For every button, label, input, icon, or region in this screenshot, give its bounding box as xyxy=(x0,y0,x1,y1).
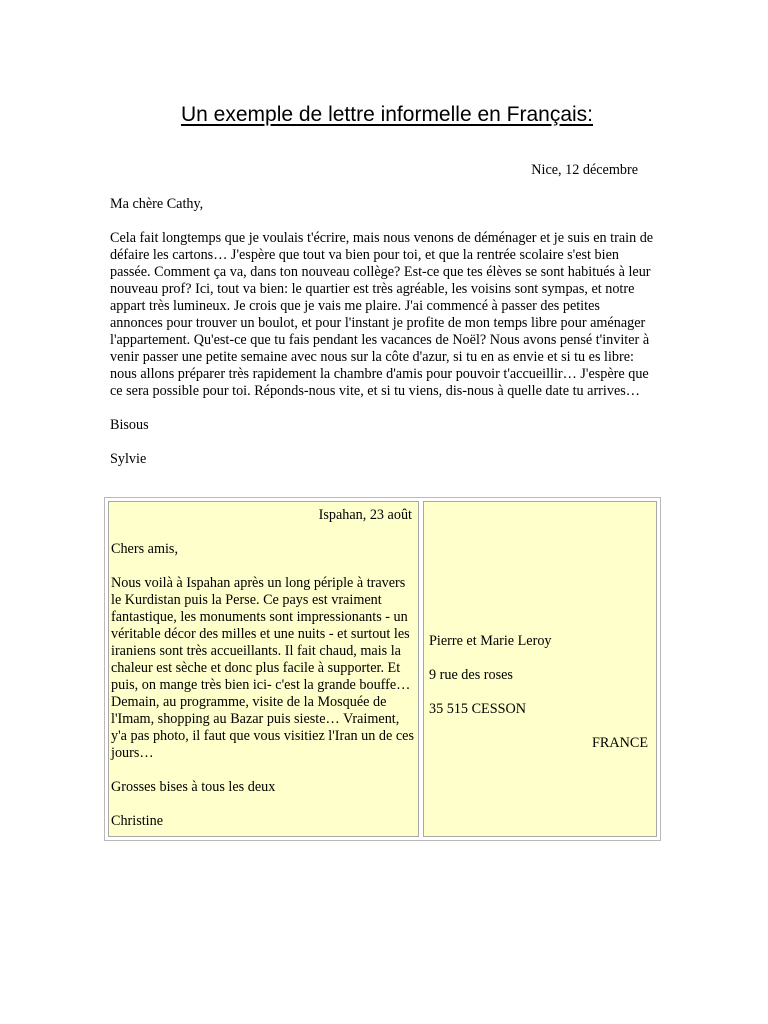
address-name: Pierre et Marie Leroy xyxy=(429,633,552,649)
postcard-message-cell xyxy=(108,501,419,837)
letter-signature: Sylvie xyxy=(110,451,147,467)
address-street: 9 rue des roses xyxy=(429,667,513,683)
letter-date: Nice, 12 décembre xyxy=(531,162,638,178)
letter-greeting: Ma chère Cathy, xyxy=(110,196,204,212)
letter xyxy=(110,158,655,468)
page-title: Un exemple de lettre informelle en Français: xyxy=(180,103,594,126)
letter-closing: Bisous xyxy=(110,417,149,433)
postcard-body: Nous voilà à Ispahan après un long périple à travers le Kurdistan puis la Perse. Ce pays est vraiment fantastique, les monuments sont impressionants - un véritable décor des milles et une nuits - et surtout les iraniens sont très accueillants. Il fait chaud, mais la chaleur est sèche et donc plus facile à supporter. Et puis, on mange très bien ici- c'est la grande bouffe… Demain, au programme, visite de la Mosquée de l'Imam, shopping au Bazar puis sieste… Vraiment, y'a pas photo, il faut que vous visitiez l'Iran un de ces jours… xyxy=(111,575,414,761)
postcard-greeting: Chers amis, xyxy=(111,541,178,557)
postcard-address xyxy=(429,633,648,752)
postcard-table xyxy=(104,497,661,841)
postcard-signature: Christine xyxy=(111,813,164,829)
letter-body: Cela fait longtemps que je voulais t'écrire, mais nous venons de déménager et je suis en train de défaire les cartons… J'espère que tout va bien pour toi, et que la rentrée scolaire s'est bien passée. Comment ça va, dans ton nouveau collège? Est-ce que tes élèves se sont habitués à leur nouveau prof? Ici, tout va bien: le quartier est très agréable, les voisins sont sympas, et notre appart très lumineux. Je crois que je vais me plaire. J'ai commencé à passer des petites annonces pour trouver un boulot, et pour l'instant je profite de mon temps libre pour aménager l'appartement. Qu'est-ce que tu fais pendant les vacances de Noël? Nous avons pensé t'inviter à venir passer une petite semaine avec nous sur la côte d'azur, si tu en as envie et si tu es libre: nous allons préparer très rapidement la chambre d'amis pour pouvoir t'accueillir… J'espère que ce sera possible pour toi. Réponds-nous vite, et si tu viens, dis-nous à quelle date tu arrives… xyxy=(110,230,654,399)
address-city: 35 515 CESSON xyxy=(429,701,526,717)
postcard-closing: Grosses bises à tous les deux xyxy=(111,779,276,795)
postcard-date: Ispahan, 23 août xyxy=(318,507,412,523)
postcard-address-cell xyxy=(423,501,657,837)
address-country: FRANCE xyxy=(592,735,648,751)
